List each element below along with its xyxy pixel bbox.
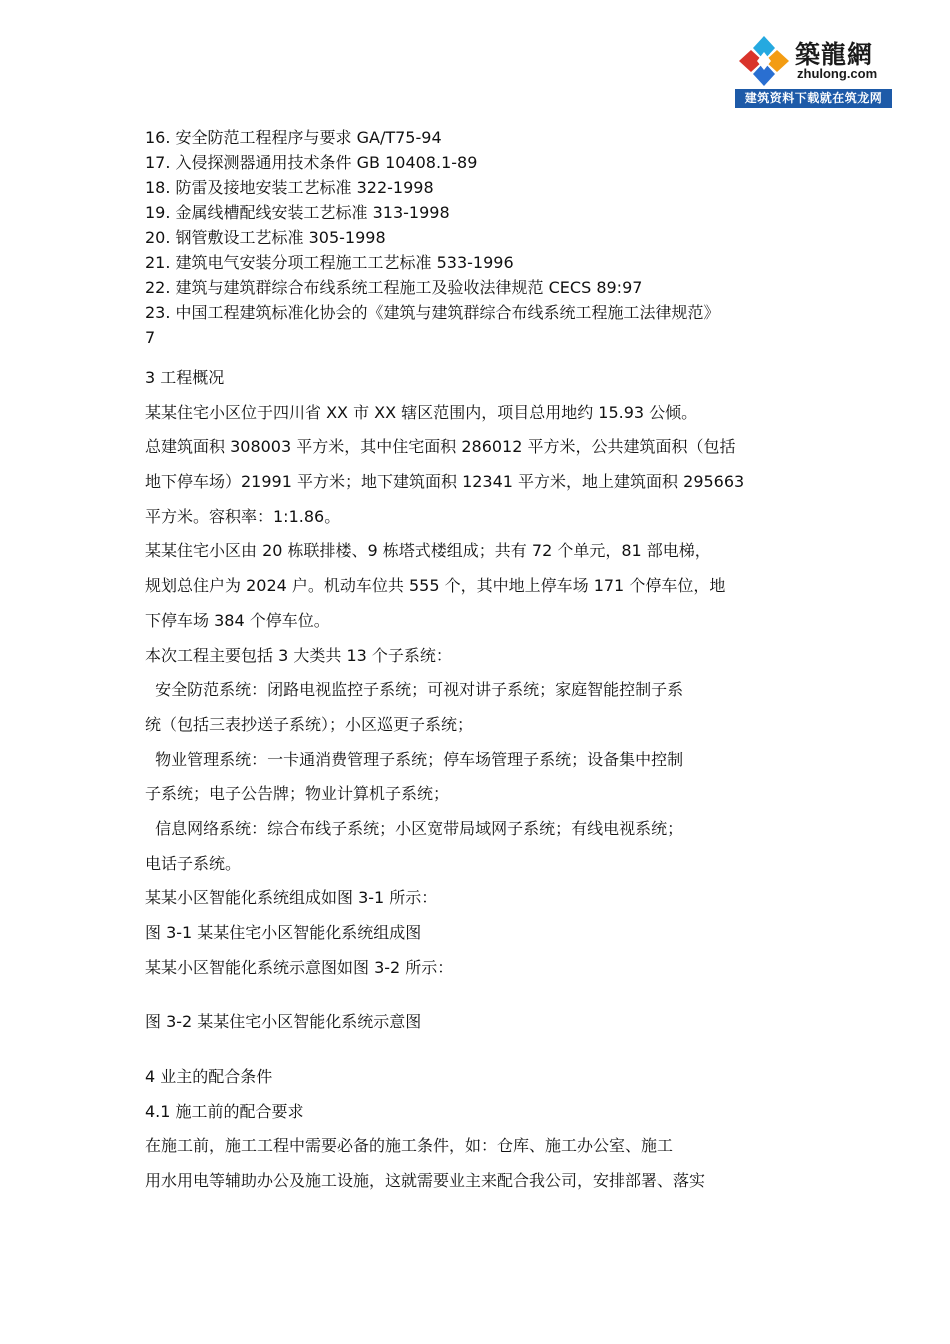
paragraph-line: 下停车场 384 个停车位。 [145,610,330,630]
paragraph-line: 平方米。容积率：1:1.86。 [145,506,341,526]
paragraph-line: 本次工程主要包括 3 大类共 13 个子系统： [145,645,452,665]
paragraph-line: 某某小区智能化系统组成如图 3-1 所示： [145,888,438,908]
paragraph-line: 电话子系统。 [145,853,242,873]
logo-chinese-name: 築龍網 [795,40,874,69]
paragraph-line: 某某住宅小区由 20 栋联排楼、9 栋塔式楼组成；共有 72 个单元，81 部电梯， [145,541,711,561]
reference-item: 21. 建筑电气安装分项工程施工工艺标准 533-1996 [145,253,514,272]
subsection-heading: 4.1 施工前的配合要求 [145,1101,304,1121]
reference-item: 17. 入侵探测器通用技术条件 GB 10408.1-89 [145,153,478,172]
paragraph-line: 某某住宅小区位于四川省 XX 市 XX 辖区范围内，项目总用地约 15.93 公倾。 [145,402,698,422]
paragraph-line: 安全防范系统：闭路电视监控子系统；可视对讲子系统；家庭智能控制子系 [145,680,684,700]
section-heading: 3 工程概况 [145,368,225,387]
logo-top [735,32,892,89]
section-3 [145,361,805,1040]
reference-list [145,126,805,351]
paragraph-line: 规划总住户为 2024 户。机动车位共 555 个，其中地上停车场 171 个停车位，地 [145,576,726,596]
paragraph-line: 地下停车场）21991 平方米；地下建筑面积 12341 平方米，地上建筑面积 295663 [145,472,745,492]
paragraph-line: 物业管理系统：一卡通消费管理子系统；停车场管理子系统；设备集中控制 [145,749,684,769]
logo-domain: zhulong.com [797,66,878,81]
paragraph-line: 统（包括三表抄送子系统）；小区巡更子系统； [145,714,474,734]
reference-item: 16. 安全防范工程程序与要求 GA/T75-94 [145,128,442,147]
reference-item: 19. 金属线槽配线安装工艺标准 313-1998 [145,203,450,222]
document-body [145,126,805,1199]
section-heading: 4 业主的配合条件 [145,1067,273,1087]
reference-item: 20. 钢管敷设工艺标准 305-1998 [145,228,386,247]
zhulong-logo-icon [737,34,791,88]
reference-item: 18. 防雷及接地安装工艺标准 322-1998 [145,178,434,197]
section-4 [145,1060,805,1199]
figure-caption: 图 3-2 某某住宅小区智能化系统示意图 [145,1012,422,1032]
zhulong-logo [735,32,892,108]
paragraph-line: 某某小区智能化系统示意图如图 3-2 所示： [145,957,454,977]
reference-item: 23. 中国工程建筑标准化协会的《建筑与建筑群综合布线系统工程施工法律规范》 [145,303,720,322]
reference-item: 22. 建筑与建筑群综合布线系统工程施工及验收法律规范 CECS 89:97 [145,278,643,297]
paragraph-line: 在施工前，施工工程中需要必备的施工条件，如：仓库、施工办公室、施工 [145,1136,674,1156]
figure-caption: 图 3-1 某某住宅小区智能化系统组成图 [145,923,422,942]
logo-slogan: 建筑资料下载就在筑龙网 [735,89,892,108]
reference-item: 7 [145,328,156,347]
paragraph-line: 用水用电等辅助办公及施工设施，这就需要业主来配合我公司，安排部署、落实 [145,1171,706,1191]
paragraph-line: 总建筑面积 308003 平方米，其中住宅面积 286012 平方米，公共建筑面积（包括 [145,437,736,457]
paragraph-line: 子系统；电子公告牌；物业计算机子系统； [145,784,450,804]
paragraph-line: 信息网络系统：综合布线子系统；小区宽带局域网子系统；有线电视系统； [145,818,684,838]
